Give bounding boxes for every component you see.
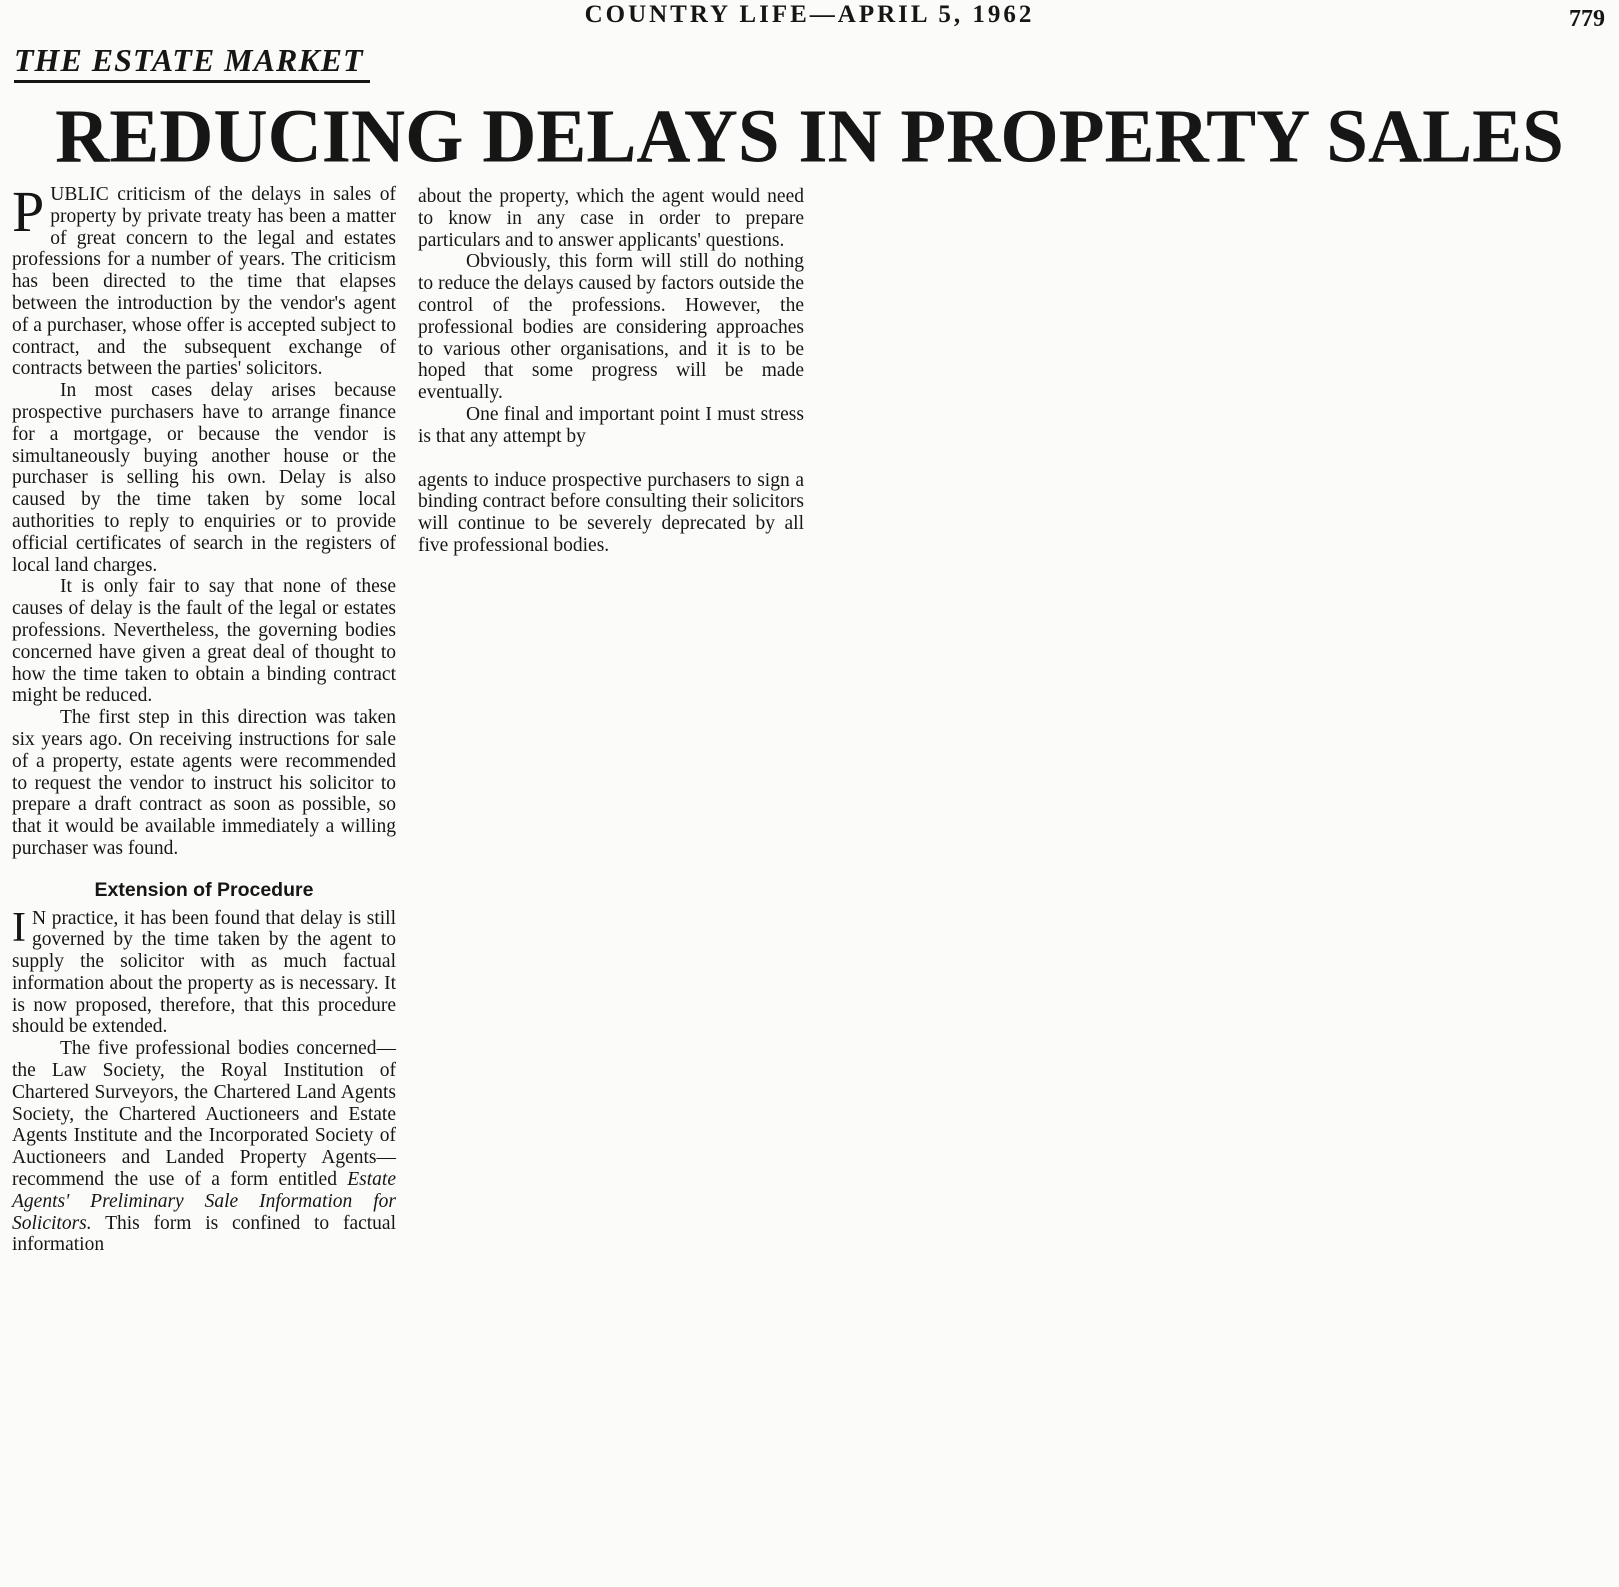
subheading: Extension of Procedure [94, 878, 314, 901]
section-label: THE ESTATE MARKET [14, 40, 370, 83]
drop-cap: P [12, 179, 45, 244]
paragraph-6-text-a: The five professional bodies concerned—the Law Society, the Royal Institution of Chartered Surveyors, the Chartered Land Agents Society, the Chartered Auctioneers and Estate Agents Institute and the Incorporated Society of Auctioneers and Landed Property Agents—recommend the use of a form entitled [12, 1038, 396, 1191]
paragraph-2: In most cases delay arises because prospective purchasers have to arrange finance for a mortgage, or because the vendor is simultaneously buying another house or the purchaser is selling his own. Delay is also caused by the time taken by some local authorities to reply to enquiries or to provide official certificates of search in the registers of local land charges. [12, 380, 396, 576]
paragraph-1-text: UBLIC criticism of the delays in sales of property by private treaty has been a matter of great concern to the legal and estates professions for a number of years. The criticism has been directed to the time that elapses between the introduction by the vendor's agent of a purchaser, whose offer is accepted subject to contract, and the subsequent exchange of contracts between the parties' solicitors. [12, 184, 396, 380]
paragraph-1 [12, 179, 396, 380]
paragraph-5-text: N practice, it has been found that delay is still governed by the time taken by the agent to supply the solicitor with as much factual information about the property as is necessary. It is now proposed, therefore, that this procedure should be extended. [12, 907, 396, 1038]
magazine-running-head: COUNTRY LIFE—APRIL 5, 1962 [584, 1, 1035, 28]
paragraph-6 [12, 1038, 396, 1256]
drop-cap: I [12, 904, 26, 951]
form-title: Estate Agents' Preliminary Sale Information for Solicitors. [12, 1169, 396, 1234]
article-headline: REDUCING DELAYS IN PROPERTY SALES [55, 94, 1564, 179]
paragraph-3: It is only fair to say that none of these causes of delay is the fault of the legal or estates professions. Nevertheless, the governing bodies concerned have given a great deal of thought to how the time taken to obtain a binding contract might be reduced. [12, 576, 396, 707]
paragraph-4: The first step in this direction was taken six years ago. On receiving instructions for sale of a property, estate agents were recommended to request the vendor to instruct his solicitor to prepare a draft contract as soon as possible, so that it would be available immediately a willing purchaser was found. [12, 707, 396, 859]
paragraph-8: Obviously, this form will still do nothing to reduce the delays caused by factors outside the control of the professions. However, the professional bodies are considering approaches to various other organisations, and it is to be hoped that some progress will be made eventually. [418, 251, 804, 404]
paragraph-6-text-b: This form is confined to factual information [12, 1212, 396, 1256]
article-column-1 [12, 179, 396, 1256]
paragraph-9: One final and important point I must stress is that any attempt by [418, 403, 804, 447]
paragraph-10: agents to induce prospective purchasers to sign a binding contract before consulting their solicitors will continue to be severely deprecated by all five professional bodies. [418, 469, 804, 556]
article-column-2 [418, 186, 804, 557]
paragraph-5 [12, 904, 396, 1039]
column-break [418, 448, 804, 470]
paragraph-7: about the property, which the agent would need to know in any case in order to prepare particulars and to answer applicants' questions. [418, 186, 804, 251]
page-number: 779 [1569, 6, 1605, 32]
